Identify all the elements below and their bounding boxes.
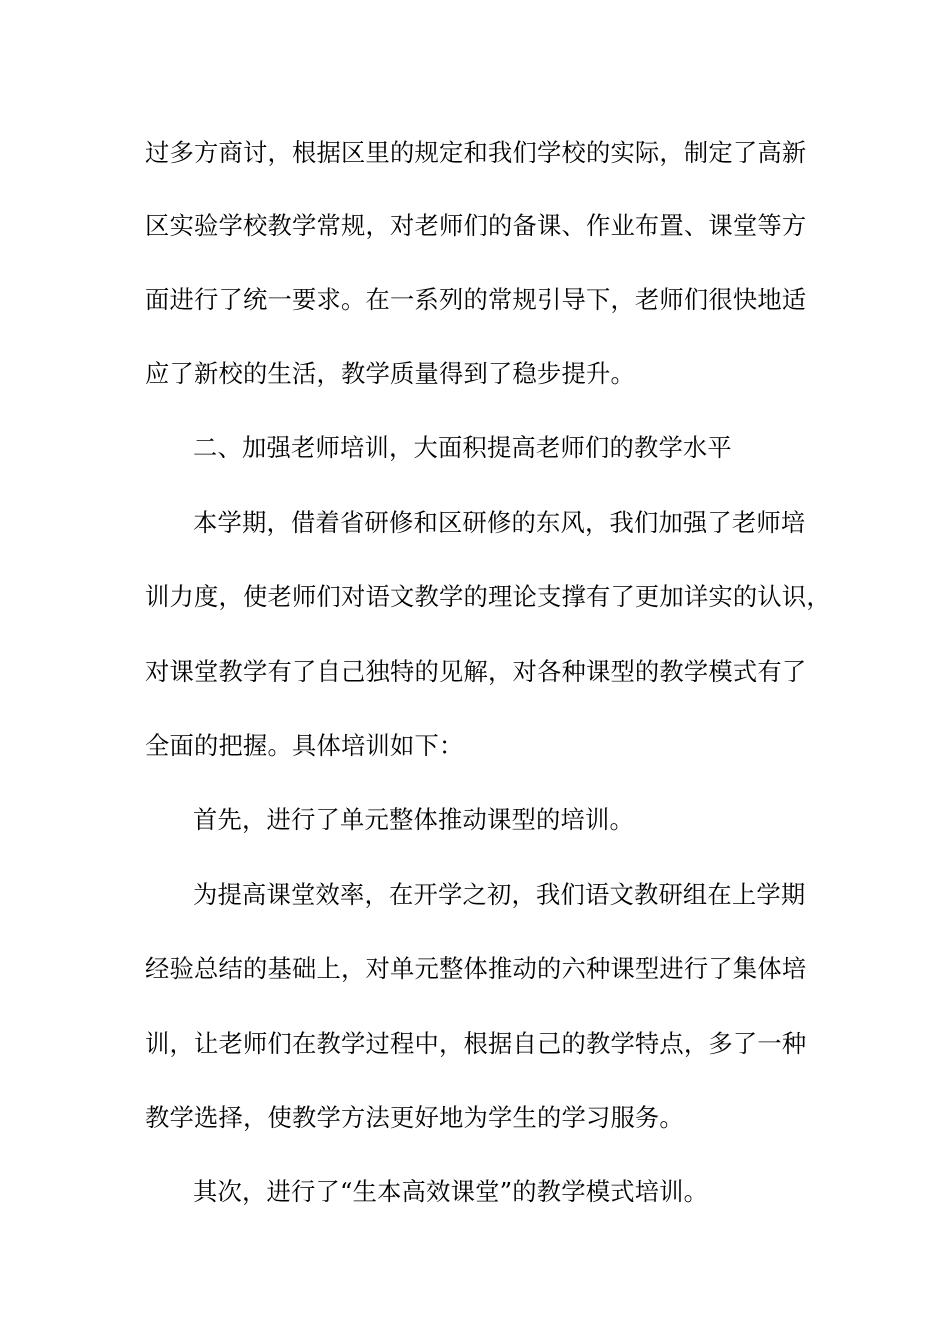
text-line: 经验总结的基础上，对单元整体推动的六种课型进行了集体培 bbox=[145, 954, 807, 983]
text-line: 训力度，使老师们对语文教学的理论支撑有了更加详实的认识， bbox=[145, 582, 831, 611]
text-line: 训，让老师们在教学过程中，根据自己的教学特点，多了一种 bbox=[145, 1029, 807, 1058]
text-line: 对课堂教学有了自己独特的见解，对各种课型的教学模式有了 bbox=[145, 657, 807, 686]
text-line: 其次，进行了“生本高效课堂”的教学模式培训。 bbox=[193, 1177, 709, 1206]
text-line: 教学选择，使教学方法更好地为学生的学习服务。 bbox=[145, 1103, 684, 1132]
text-line: 为提高课堂效率，在开学之初，我们语文教研组在上学期 bbox=[193, 880, 806, 909]
text-line: 面进行了统一要求。在一系列的常规引导下，老师们很快地适 bbox=[145, 285, 807, 314]
section-heading: 二、加强老师培训，大面积提高老师们的教学水平 bbox=[193, 433, 732, 462]
text-line: 全面的把握。具体培训如下： bbox=[145, 731, 464, 760]
text-line: 本学期，借着省研修和区研修的东风，我们加强了老师培 bbox=[193, 508, 806, 537]
text-line: 过多方商讨，根据区里的规定和我们学校的实际，制定了高新 bbox=[145, 138, 807, 167]
text-line: 应了新校的生活，教学质量得到了稳步提升。 bbox=[145, 359, 635, 388]
text-line: 首先，进行了单元整体推动课型的培训。 bbox=[193, 805, 634, 834]
text-line: 区实验学校教学常规，对老师们的备课、作业布置、课堂等方 bbox=[145, 211, 807, 240]
